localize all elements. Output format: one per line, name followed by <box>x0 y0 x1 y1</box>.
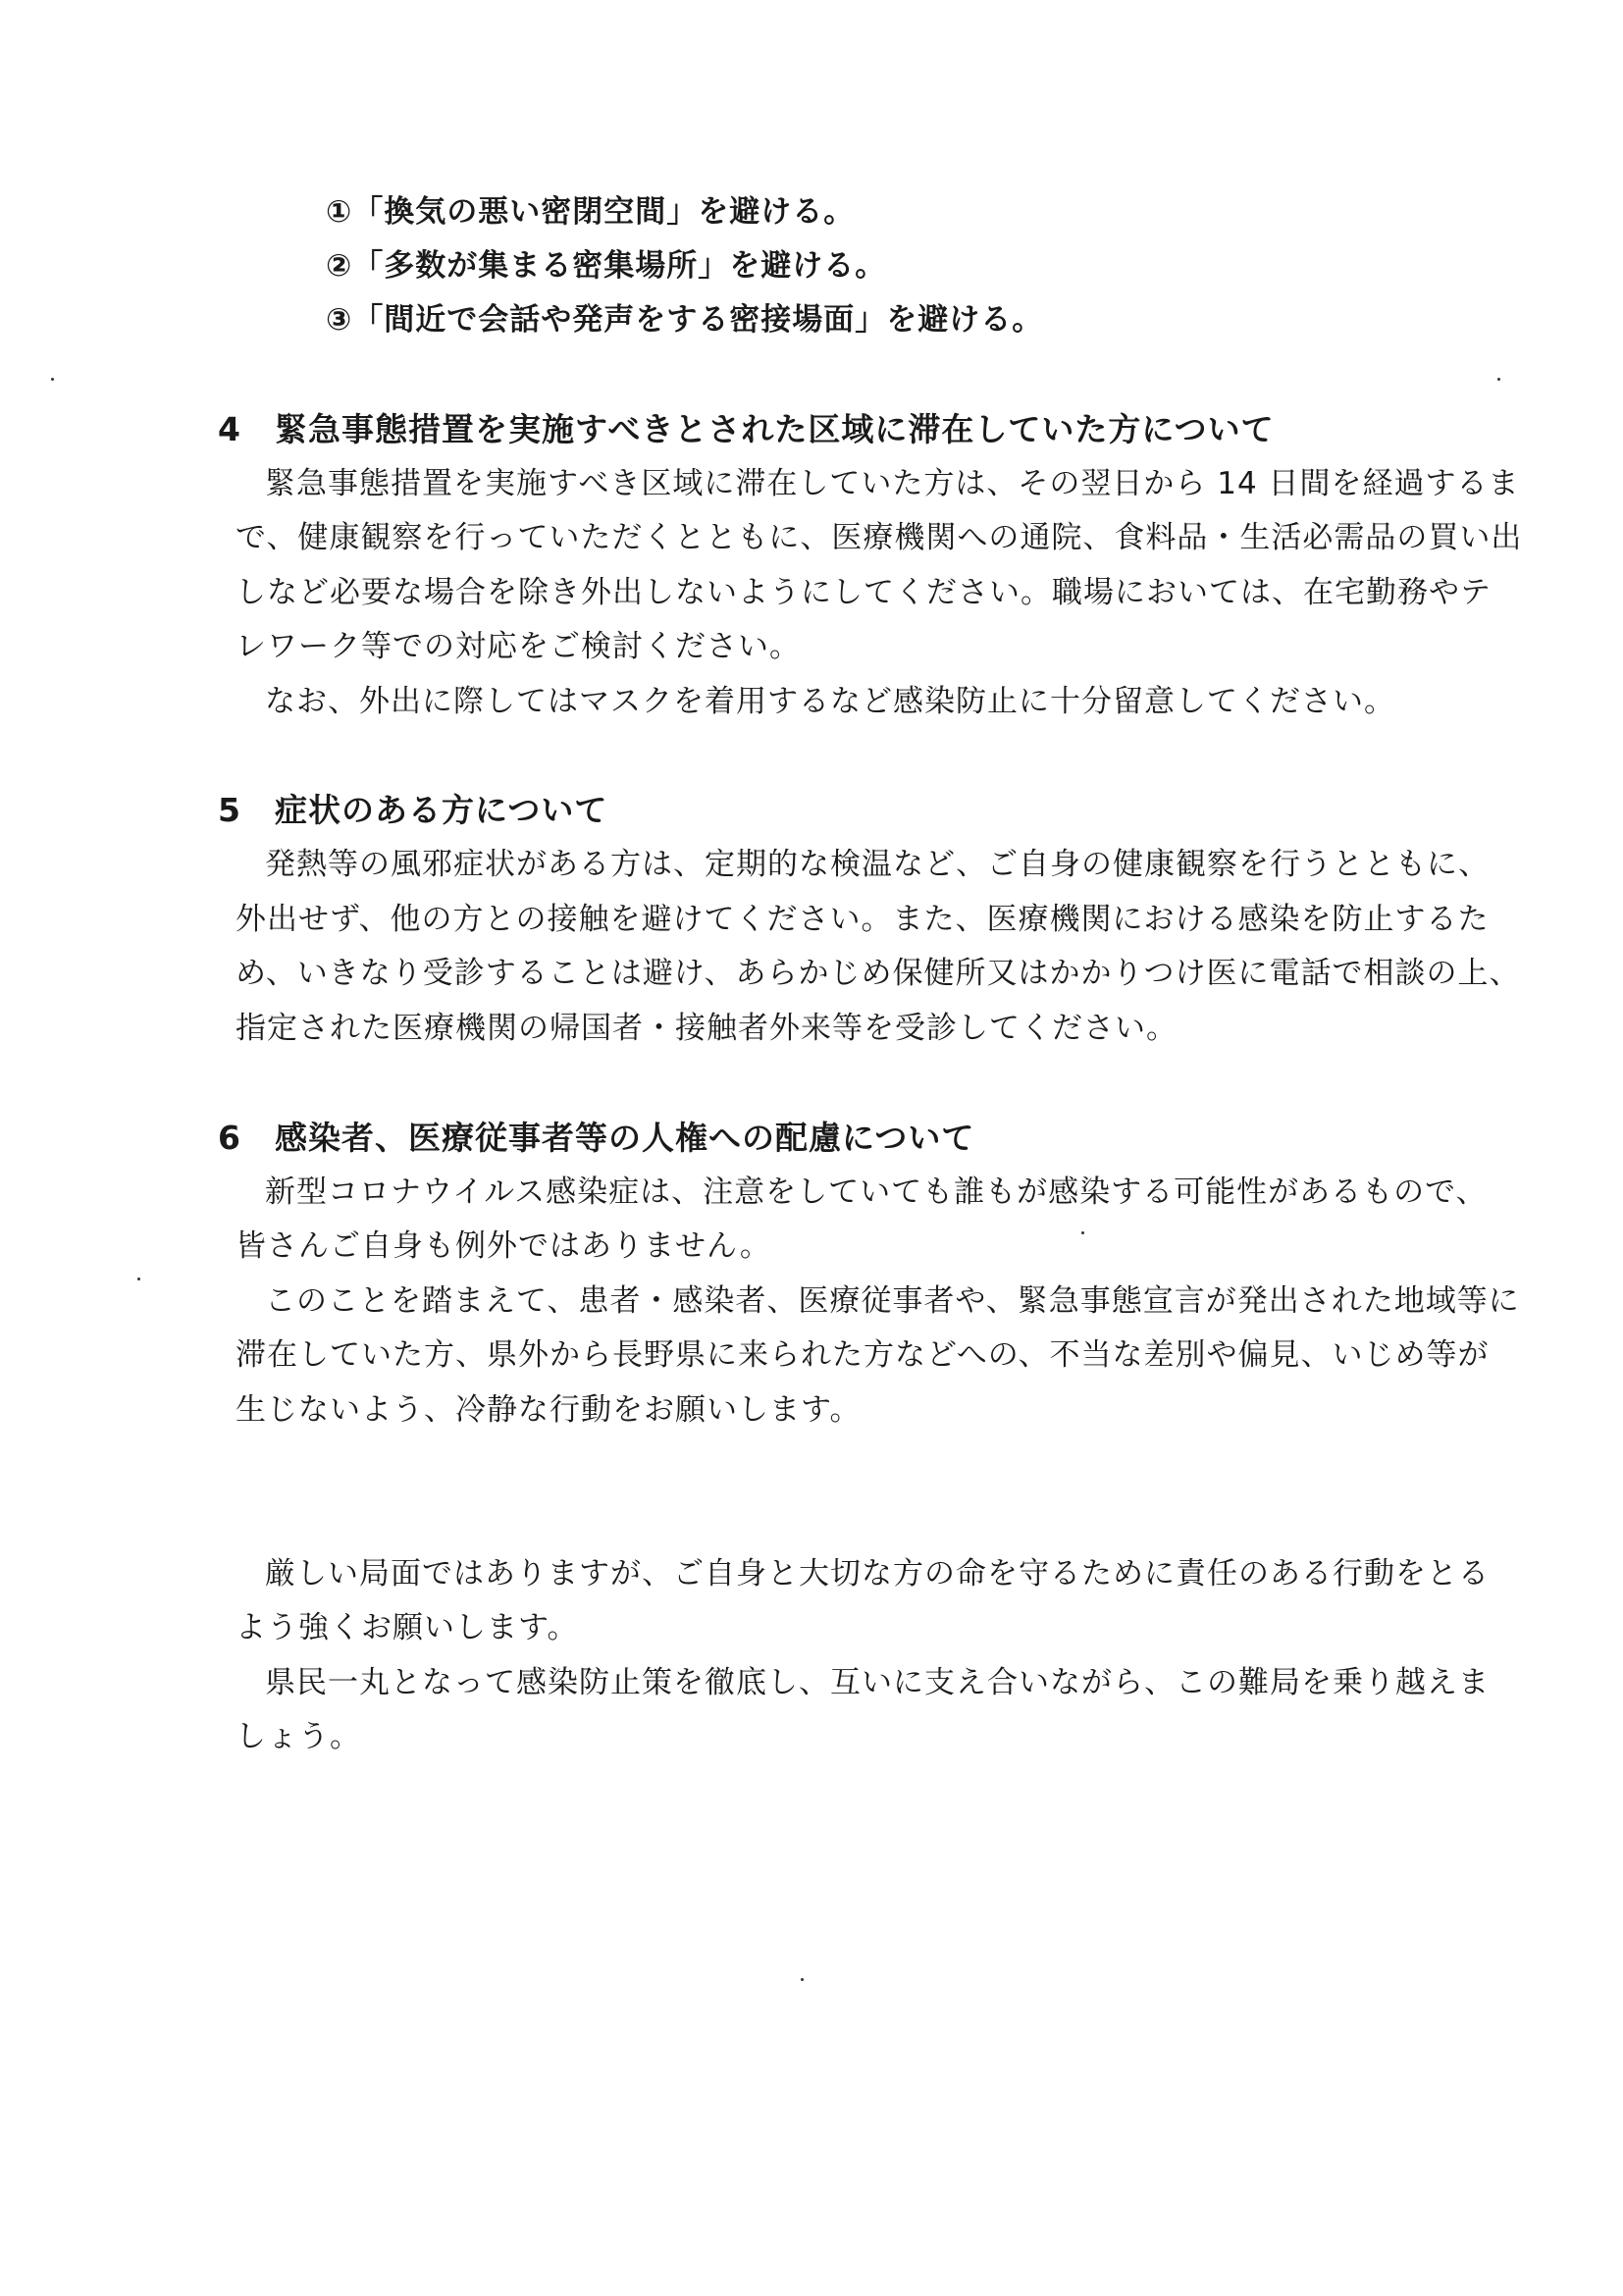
avoid-item-close-contact: ③「間近で会話や発声をする密接場面」を避ける。 <box>326 302 1044 338</box>
section5-line: 外出せず、他の方との接触を避けてください。また、医療機関における感染を防止するた <box>236 902 1490 937</box>
section5-line: 発熱等の風邪症状がある方は、定期的な検温など、ご自身の健康観察を行うとともに、 <box>265 847 1490 882</box>
section5-heading <box>218 791 607 830</box>
section4-line: で、健康観察を行っていただくとともに、医療機関への通院、食料品・生活必需品の買い出 <box>236 520 1523 555</box>
scan-speck <box>51 378 54 381</box>
avoid-item-closed-spaces: ①「換気の悪い密閉空間」を避ける。 <box>326 194 856 230</box>
section4-number: 4 <box>218 410 241 448</box>
section6-line: 皆さんご自身も例外ではありません。 <box>236 1228 771 1264</box>
closing-line: しょう。 <box>236 1719 361 1754</box>
closing-line: 厳しい局面ではありますが、ご自身と大切な方の命を守るために責任のある行動をとる <box>265 1556 1490 1592</box>
section5-number: 5 <box>218 791 241 829</box>
section6-heading <box>218 1119 974 1158</box>
section6-title: 感染者、医療従事者等の人権への配慮について <box>275 1119 975 1157</box>
section4-heading <box>218 410 1275 449</box>
section4-line: レワーク等での対応をご検討ください。 <box>236 629 801 664</box>
avoid-item-crowded-places: ②「多数が集まる密集場所」を避ける。 <box>326 248 887 284</box>
scan-speck <box>137 1278 140 1280</box>
section6-line: 新型コロナウイルス感染症は、注意をしていても誰もが感染する可能性があるもので、 <box>265 1174 1488 1210</box>
section4-title: 緊急事態措置を実施すべきとされた区域に滞在していた方について <box>275 410 1275 448</box>
section5-title: 症状のある方について <box>275 791 608 829</box>
section4-line: なお、外出に際してはマスクを着用するなど感染防止に十分留意してください。 <box>265 684 1395 719</box>
section6-line: このことを踏まえて、患者・感染者、医療従事者や、緊急事態宣言が発出された地域等に <box>265 1283 1520 1319</box>
section5-line: め、いきなり受診することは避け、あらかじめ保健所又はかかりつけ医に電話で相談の上、 <box>236 956 1521 991</box>
section6-number: 6 <box>218 1119 241 1157</box>
section6-line: 滞在していた方、県外から長野県に来られた方などへの、不当な差別や偏見、いじめ等が <box>236 1337 1490 1373</box>
section4-line: 緊急事態措置を実施すべき区域に滞在していた方は、その翌日から 14 日間を経過するま <box>265 466 1520 501</box>
closing-line: よう強くお願いします。 <box>236 1610 579 1645</box>
scan-speck <box>801 1978 804 1981</box>
scan-speck <box>1081 1231 1084 1234</box>
scan-speck <box>1497 378 1500 381</box>
section4-line: しなど必要な場合を除き外出しないようにしてください。職場においては、在宅勤務やテ <box>236 575 1492 610</box>
section6-line: 生じないよう、冷静な行動をお願いします。 <box>236 1392 862 1428</box>
section5-line: 指定された医療機関の帰国者・接触者外来等を受診してください。 <box>236 1011 1178 1046</box>
closing-line: 県民一丸となって感染防止策を徹底し、互いに支え合いながら、この難局を乗り越えま <box>265 1665 1490 1700</box>
